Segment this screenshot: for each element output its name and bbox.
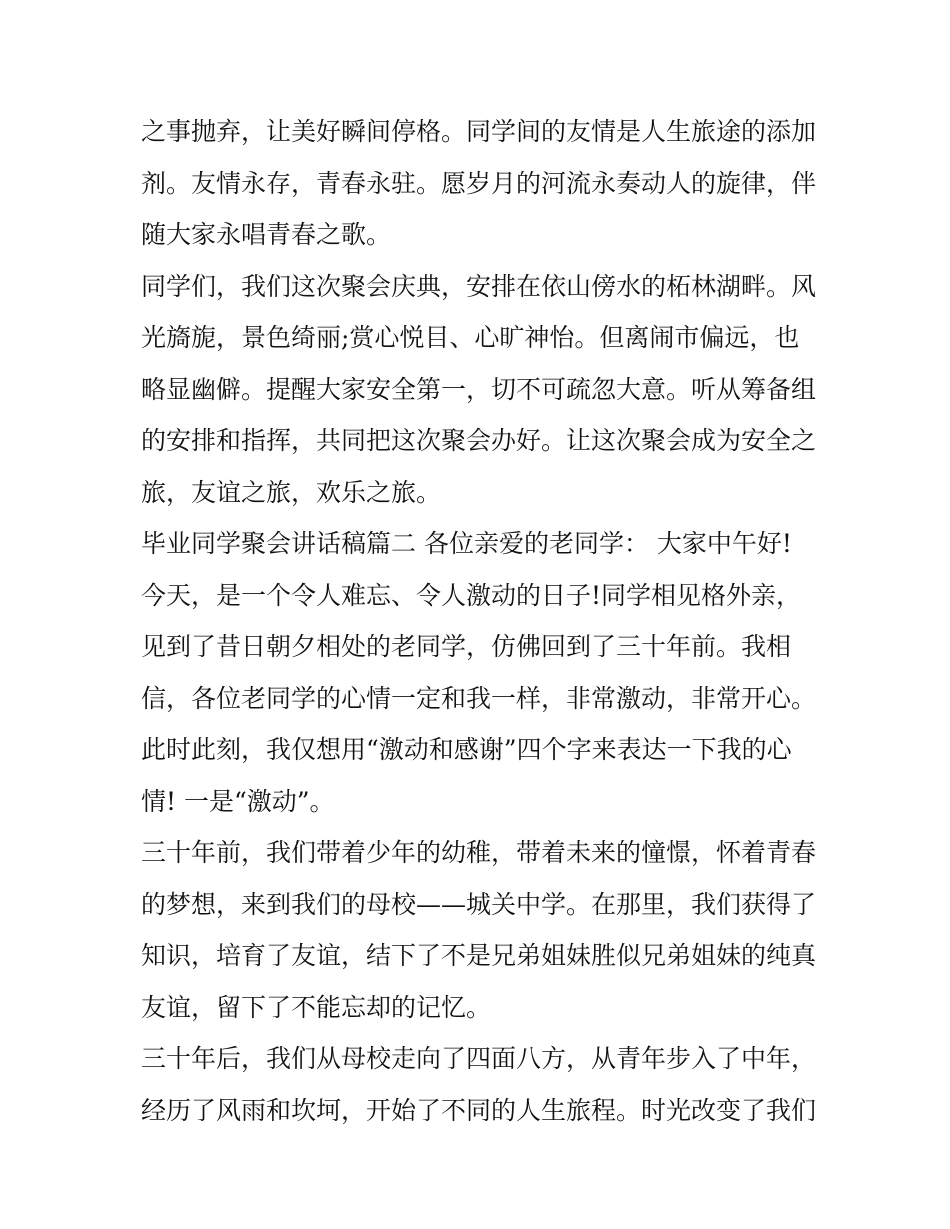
text-line: 见到了昔日朝夕相处的老同学，仿佛回到了三十年前。我相 bbox=[141, 632, 792, 661]
text-line: 略显幽僻。提醒大家安全第一，切不可疏忽大意。听从筹备组 bbox=[141, 374, 817, 404]
text-line: 的安排和指挥，共同把这次聚会办好。让这次聚会成为安全之 bbox=[141, 426, 817, 455]
text-line: 今天，是一个令人难忘、令人激动的日子!同学相见格外亲， bbox=[141, 580, 802, 610]
text-line: 光旖旎，景色绮丽;赏心悦目、心旷神怡。但离闹市偏远，也 bbox=[141, 323, 800, 352]
text-line: 此时此刻，我仅想用“激动和感谢”四个字来表达一下我的心 bbox=[141, 735, 792, 764]
text-line: 毕业同学聚会讲话稿篇二 各位亲爱的老同学： 大家中午好! bbox=[141, 529, 792, 558]
text-line: 情! 一是“激动”。 bbox=[141, 786, 335, 816]
text-line: 三十年前，我们带着少年的幼稚，带着未来的憧憬，怀着青春 bbox=[141, 838, 817, 867]
text-line: 之事抛弃，让美好瞬间停格。同学间的友情是人生旅途的添加 bbox=[141, 117, 817, 146]
text-line: 信，各位老同学的心情一定和我一样，非常激动，非常开心。 bbox=[141, 683, 817, 713]
text-line: 友谊，留下了不能忘却的记忆。 bbox=[141, 992, 492, 1022]
text-line: 的梦想，来到我们的母校——城关中学。在那里，我们获得了 bbox=[141, 889, 817, 919]
text-line: 旅，友谊之旅，欢乐之旅。 bbox=[141, 477, 442, 507]
text-line: 剂。友情永存，青春永驻。愿岁月的河流永奏动人的旋律，伴 bbox=[141, 168, 817, 198]
text-line: 经历了风雨和坎坷，开始了不同的人生旅程。时光改变了我们 bbox=[141, 1095, 817, 1125]
text-line: 同学们，我们这次聚会庆典，安排在依山傍水的柘林湖畔。风 bbox=[141, 271, 817, 301]
body-text bbox=[141, 106, 817, 1136]
text-line: 知识，培育了友谊，结下了不是兄弟姐妹胜似兄弟姐妹的纯真 bbox=[141, 941, 817, 970]
text-line: 三十年后，我们从母校走向了四面八方，从青年步入了中年， bbox=[141, 1044, 817, 1073]
text-line: 随大家永唱青春之歌。 bbox=[141, 220, 392, 249]
